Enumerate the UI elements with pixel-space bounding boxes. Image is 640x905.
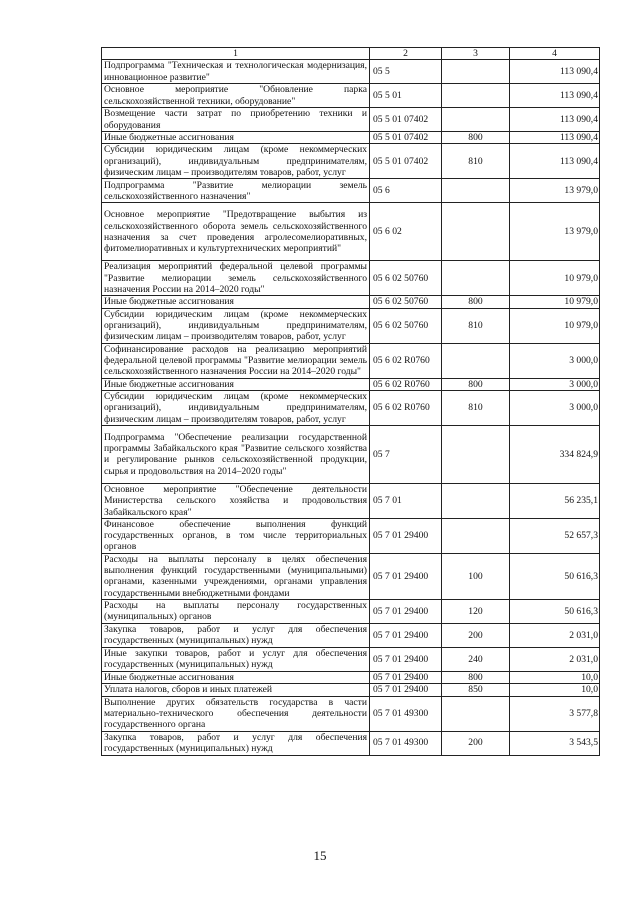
- row-code: 05 7 01 29400: [370, 684, 442, 696]
- row-type: 120: [442, 599, 510, 623]
- row-code: 05 6 02 50760: [370, 308, 442, 343]
- row-amount: 113 090,4: [510, 144, 600, 179]
- row-amount: 13 979,0: [510, 179, 600, 203]
- row-type: 800: [442, 132, 510, 144]
- table-row: [102, 296, 600, 308]
- row-type: 100: [442, 553, 510, 599]
- row-amount: 334 824,9: [510, 425, 600, 483]
- row-type: 810: [442, 144, 510, 179]
- row-name: Финансовое обеспечение выполнения функций государственных органов, в том числе территориальных органов: [102, 518, 370, 553]
- row-amount: 10 979,0: [510, 296, 600, 308]
- row-name: Подпрограмма "Техническая и технологическая модернизация, инновационное развитие": [102, 60, 370, 84]
- row-name: Иные бюджетные ассигнования: [102, 378, 370, 390]
- header-col-type: 3: [442, 48, 510, 60]
- row-code: 05 6 02 50760: [370, 296, 442, 308]
- row-type: 800: [442, 671, 510, 683]
- table-row: [102, 518, 600, 553]
- row-name: Иные бюджетные ассигнования: [102, 296, 370, 308]
- row-code: 05 7 01 29400: [370, 599, 442, 623]
- table-row: [102, 647, 600, 671]
- table-row: [102, 60, 600, 84]
- row-name: Иные бюджетные ассигнования: [102, 132, 370, 144]
- row-code: 05 7 01 29400: [370, 553, 442, 599]
- row-code: 05 6 02 R0760: [370, 390, 442, 425]
- table-row: [102, 731, 600, 755]
- row-code: 05 7 01 49300: [370, 731, 442, 755]
- row-name: Выполнение других обязательств государства в части материально-технического обеспечения деятельности государственного органа: [102, 696, 370, 731]
- row-name: Уплата налогов, сборов и иных платежей: [102, 684, 370, 696]
- page-number: 15: [313, 848, 327, 863]
- row-name: Реализация мероприятий федеральной целевой программы "Развитие мелиорации земель сельскохозяйственного назначения России на 2014–2020 годы": [102, 261, 370, 296]
- row-code: 05 5 01 07402: [370, 108, 442, 132]
- row-name: Подпрограмма "Развитие мелиорации земель сельскохозяйственного назначения": [102, 179, 370, 203]
- row-name: Расходы на выплаты персоналу в целях обеспечения выполнения функций государственными (муниципальными) органами, казенными учреждениями, органами управления государственными внебюджетными фондами: [102, 553, 370, 599]
- row-amount: 50 616,3: [510, 553, 600, 599]
- row-type: 850: [442, 684, 510, 696]
- row-amount: 3 000,0: [510, 343, 600, 378]
- table-row: [102, 378, 600, 390]
- row-code: 05 5 01 07402: [370, 132, 442, 144]
- row-amount: 113 090,4: [510, 132, 600, 144]
- row-amount: 113 090,4: [510, 84, 600, 108]
- row-name: Подпрограмма "Обеспечение реализации государственной программы Забайкальского края "Развитие сельского хозяйства и регулирование рынков сельскохозяйственной продукции, сырья и продовольствия на 2014–2020 годы": [102, 425, 370, 483]
- row-type: 810: [442, 308, 510, 343]
- row-name: Субсидии юридическим лицам (кроме некоммерческих организаций), индивидуальным предпринимателям, физическим лицам – производителям товаров, работ, услуг: [102, 144, 370, 179]
- row-name: Иные бюджетные ассигнования: [102, 671, 370, 683]
- row-code: 05 6 02 R0760: [370, 343, 442, 378]
- row-type: [442, 343, 510, 378]
- row-code: 05 7 01 49300: [370, 696, 442, 731]
- row-name: Иные закупки товаров, работ и услуг для обеспечения государственных (муниципальных) нужд: [102, 647, 370, 671]
- row-code: 05 5 01 07402: [370, 144, 442, 179]
- row-type: 200: [442, 731, 510, 755]
- budget-table: [101, 47, 600, 756]
- row-code: 05 7 01 29400: [370, 647, 442, 671]
- header-row: [102, 48, 600, 60]
- row-code: 05 6 02: [370, 203, 442, 261]
- row-type: [442, 203, 510, 261]
- row-name: Возмещение части затрат по приобретению техники и оборудования: [102, 108, 370, 132]
- row-amount: 2 031,0: [510, 623, 600, 647]
- row-type: 800: [442, 378, 510, 390]
- row-type: 800: [442, 296, 510, 308]
- row-name: Основное мероприятие "Обновление парка сельскохозяйственной техники, оборудование": [102, 84, 370, 108]
- table-row: [102, 84, 600, 108]
- row-amount: 2 031,0: [510, 647, 600, 671]
- row-amount: 3 000,0: [510, 378, 600, 390]
- row-amount: 3 543,5: [510, 731, 600, 755]
- row-code: 05 7: [370, 425, 442, 483]
- table-row: [102, 203, 600, 261]
- table-row: [102, 483, 600, 518]
- row-code: 05 6 02 50760: [370, 261, 442, 296]
- row-amount: 10 979,0: [510, 308, 600, 343]
- row-code: 05 7 01 29400: [370, 518, 442, 553]
- row-code: 05 7 01 29400: [370, 623, 442, 647]
- row-amount: 113 090,4: [510, 108, 600, 132]
- row-type: [442, 261, 510, 296]
- table-row: [102, 623, 600, 647]
- row-amount: 13 979,0: [510, 203, 600, 261]
- header-col-name: 1: [102, 48, 370, 60]
- table-row: [102, 132, 600, 144]
- row-amount: 113 090,4: [510, 60, 600, 84]
- row-amount: 10 979,0: [510, 261, 600, 296]
- table-row: [102, 684, 600, 696]
- table-row: [102, 108, 600, 132]
- row-name: Софинансирование расходов на реализацию мероприятий федеральной целевой программы "Развитие мелиорации земель сельскохозяйственного назначения России на 2014–2020 годы": [102, 343, 370, 378]
- row-amount: 52 657,3: [510, 518, 600, 553]
- row-code: 05 7 01: [370, 483, 442, 518]
- table-row: [102, 261, 600, 296]
- table-row: [102, 696, 600, 731]
- row-name: Закупка товаров, работ и услуг для обеспечения государственных (муниципальных) нужд: [102, 623, 370, 647]
- row-type: [442, 108, 510, 132]
- row-amount: 56 235,1: [510, 483, 600, 518]
- table-row: [102, 425, 600, 483]
- row-code: 05 7 01 29400: [370, 671, 442, 683]
- row-code: 05 6 02 R0760: [370, 378, 442, 390]
- row-name: Субсидии юридическим лицам (кроме некоммерческих организаций), индивидуальным предпринимателям, физическим лицам – производителям товаров, работ, услуг: [102, 390, 370, 425]
- row-name: Расходы на выплаты персоналу государственных (муниципальных) органов: [102, 599, 370, 623]
- row-amount: 50 616,3: [510, 599, 600, 623]
- table-row: [102, 343, 600, 378]
- row-name: Субсидии юридическим лицам (кроме некоммерческих организаций), индивидуальным предпринимателям, физическим лицам – производителям товаров, работ, услуг: [102, 308, 370, 343]
- table-row: [102, 553, 600, 599]
- row-name: Закупка товаров, работ и услуг для обеспечения государственных (муниципальных) нужд: [102, 731, 370, 755]
- row-name: Основное мероприятие "Предотвращение выбытия из сельскохозяйственного оборота земель сельскохозяйственного назначения за счет проведения агролесомелиоративных, фитомелиоративных и культуртехнических мероприятий": [102, 203, 370, 261]
- row-amount: 3 000,0: [510, 390, 600, 425]
- table-row: [102, 308, 600, 343]
- row-type: [442, 518, 510, 553]
- table-row: [102, 671, 600, 683]
- row-type: [442, 483, 510, 518]
- table-row: [102, 179, 600, 203]
- row-type: [442, 425, 510, 483]
- row-code: 05 5 01: [370, 84, 442, 108]
- table-row: [102, 390, 600, 425]
- row-amount: 3 577,8: [510, 696, 600, 731]
- row-type: 810: [442, 390, 510, 425]
- row-type: [442, 179, 510, 203]
- row-type: 200: [442, 623, 510, 647]
- row-type: [442, 696, 510, 731]
- row-amount: 10,0: [510, 671, 600, 683]
- header-col-amount: 4: [510, 48, 600, 60]
- row-type: [442, 60, 510, 84]
- row-code: 05 6: [370, 179, 442, 203]
- header-col-code: 2: [370, 48, 442, 60]
- row-name: Основное мероприятие "Обеспечение деятельности Министерства сельского хозяйства и продовольствия Забайкальского края": [102, 483, 370, 518]
- table-row: [102, 599, 600, 623]
- row-type: [442, 84, 510, 108]
- table-row: [102, 144, 600, 179]
- row-type: 240: [442, 647, 510, 671]
- row-code: 05 5: [370, 60, 442, 84]
- row-amount: 10,0: [510, 684, 600, 696]
